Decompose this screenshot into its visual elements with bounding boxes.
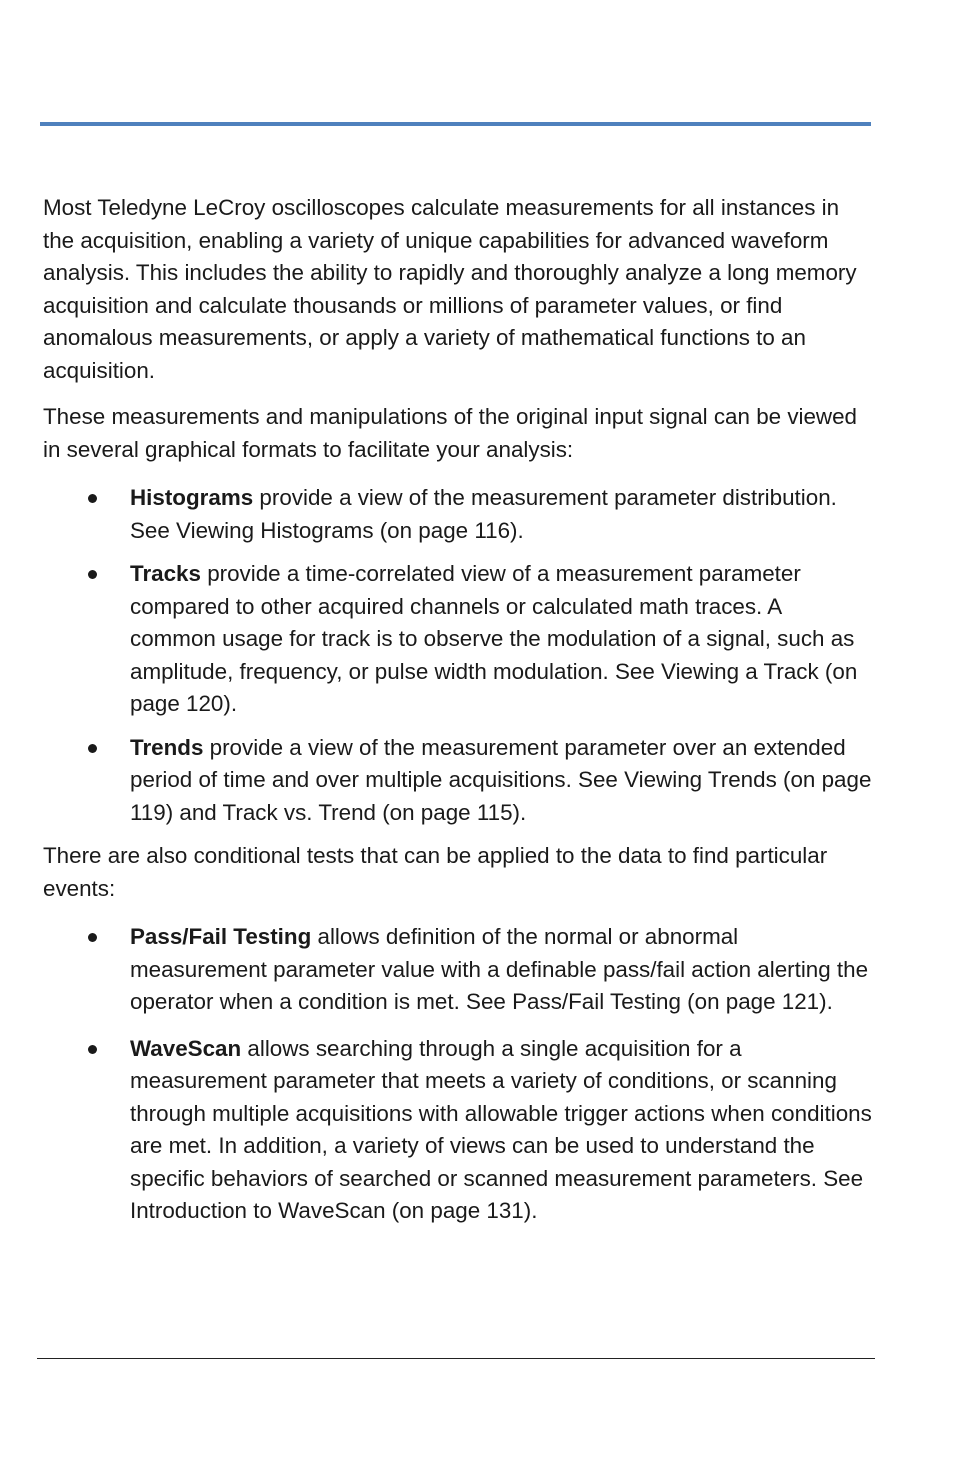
term-label: Tracks [130,561,201,586]
list-item-wavescan [43,1033,873,1228]
term-description: provide a time-correlated view of a measurement parameter compared to other acquired channels or calculated math traces. A common usage for track is to observe the modulation of a signal, such as amplitude, frequency, or pulse width modulation. See Viewing a Track (on page 120). [130,561,858,716]
list-item-histograms [43,482,873,547]
bullet-icon [88,570,97,579]
term-label: Histograms [130,485,254,510]
bullet-icon [88,1045,97,1054]
term-description: provide a view of the measurement parameter distribution. See Viewing Histograms (on page 116). [130,485,837,543]
conditional-tests-list [43,921,873,1228]
term-description: allows definition of the normal or abnormal measurement parameter value with a definable pass/fail action alerting the operator when a condition is met. See Pass/Fail Testing (on page 121). [130,924,869,1014]
term-label: Pass/Fail Testing [130,924,312,949]
intro-paragraph: Most Teledyne LeCroy oscilloscopes calculate measurements for all instances in the acquisition, enabling a variety of unique capabilities for advanced waveform analysis. This includes the ability to rapidly and thoroughly analyze a long memory acquisition and calculate thousands or millions of parameter values, or find anomalous measurements, or apply a variety of mathematical functions to an acquisition. [43,195,857,383]
document-body [43,192,873,1242]
bullet-icon [88,494,97,503]
conditional-tests-paragraph: There are also conditional tests that can be applied to the data to find particular events: [43,843,828,901]
bullet-icon [88,933,97,942]
list-item-tracks [43,558,873,721]
view-formats-list [43,482,873,829]
formats-intro-paragraph: These measurements and manipulations of the original input signal can be viewed in several graphical formats to facilitate your analysis: [43,404,858,462]
header-rule [40,122,871,126]
list-item-trends [43,732,873,830]
list-item-pass-fail [43,921,873,1019]
footer-rule [37,1358,875,1359]
bullet-icon [88,744,97,753]
term-label: Trends [130,734,204,760]
term-description: allows searching through a single acquisition for a measurement parameter that meets a variety of conditions, or scanning through multiple acquisitions with allowable trigger actions when conditions are met. In addition, a variety of views can be used to understand the specific behaviors of searched or scanned measurement parameters. See Introduction to WaveScan (on page 131). [130,1035,872,1223]
term-label: WaveScan [130,1035,242,1061]
term-description: provide a view of the measurement parameter over an extended period of time and over multiple acquisitions. See Viewing Trends (on page 119) and Track vs. Trend (on page 115). [130,734,872,825]
